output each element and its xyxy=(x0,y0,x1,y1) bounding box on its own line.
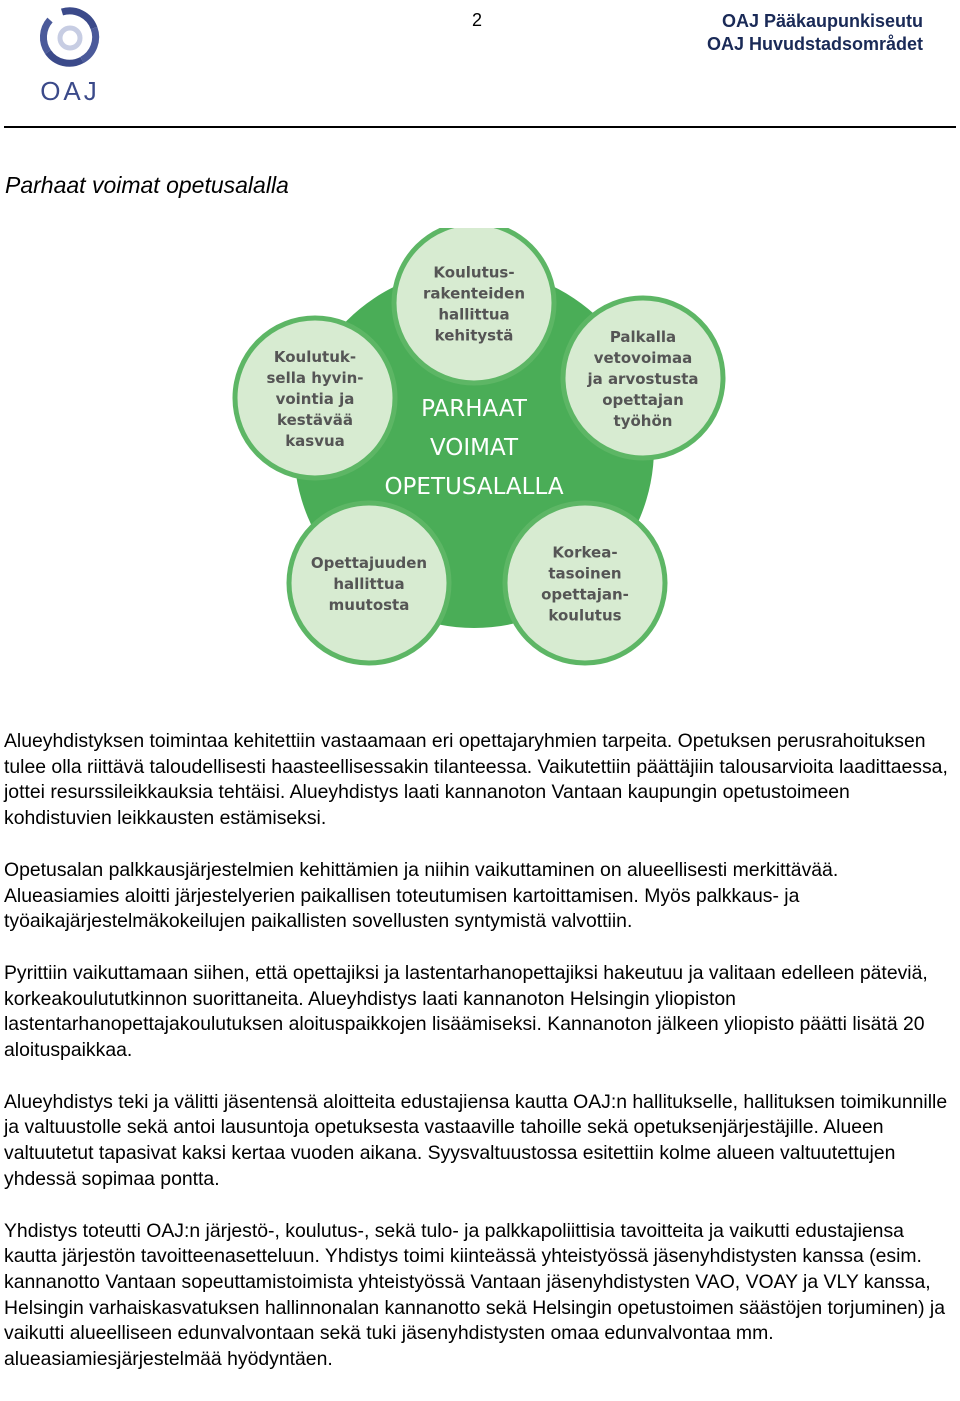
petal xyxy=(563,298,723,458)
petal-circle xyxy=(505,503,665,663)
petal-label-line: Koulutuk- xyxy=(273,348,357,366)
petal-label-line: työhön xyxy=(613,412,673,430)
petal-label-line: rakenteiden xyxy=(422,284,526,303)
petal-label-line: ja arvostusta xyxy=(587,370,699,388)
paragraph: Alueyhdistys teki ja välitti jäsentensä aloitteita edustajiensa kautta OAJ:n hallitukselle, hallituksen toimikunnille ja valtuustolle sekä antoi lausuntoja opetuksesta vastaaville tahoille sekä opetuksenjärjestäjille. Alueen valtuutetut tapasivat kaksi kertaa vuoden aikana. Syysvaltuustossa esitettiin kolme alueen valtuutettujen yhdessä sopimaa pontta. xyxy=(4,1090,948,1190)
oaj-logo-mark xyxy=(30,0,110,110)
petal xyxy=(394,228,554,383)
page-number: 2 xyxy=(472,10,483,30)
petal-label-line: opettajan- xyxy=(541,585,629,604)
petal-label-line: hallittua xyxy=(438,305,510,324)
logo-text: OAJ xyxy=(40,76,100,106)
section-title: Parhaat voimat opetusalalla xyxy=(5,172,289,198)
paragraph: Opetusalan palkkausjärjestelmien kehittämien ja niihin vaikuttaminen on alueellisesti merkittävää. Alueasiamies aloitti järjestelyerien paikallisen toteutumisen kartoittamisen. Myös palkkaus- ja työaikajärjestelmäkokeilujen paikallisten sovellusten syntymistä valvottiin. xyxy=(4,858,839,933)
center-label-line: VOIMAT xyxy=(429,435,519,461)
paragraph: Yhdistys toteutti OAJ:n järjestö-, koulutus-, sekä tulo- ja palkkapoliittisia tavoitteita ja vaikutti edustajiensa kautta järjestön tavoitteenasetteluun. Yhdistys toimi kiinteässä yhteistyössä jäsenyhdistysten kanssa (esim. kannanotto Vantaan sopeuttamistoimista yhteistyössä Vantaan jäsenyhdistysten VAO, VOAY ja VLY kanssa, Helsingin varhaiskasvatuksen hallinnonalan kannanotto sekä Helsingin opetustoimen säästöjen torjuminen) ja vaikutti alueelliseen edunvalvontaan sekä tuki jäsenyhdistysten omaa edunvalvontaa mm. alueasiamiesjärjestelmää hyödyntäen. xyxy=(4,1219,946,1371)
petal-label-line: sella hyvin- xyxy=(266,369,364,387)
petal-label-line: opettajan xyxy=(602,391,684,409)
petal-label-line: muutosta xyxy=(328,596,410,614)
petal-label-line: kehitystä xyxy=(434,326,514,345)
petal-label-line: Koulutus- xyxy=(433,263,515,282)
body-text xyxy=(4,729,954,1399)
petal-label-line: koulutus xyxy=(548,606,622,625)
center-label-line: OPETUSALALLA xyxy=(384,474,564,500)
organization-name xyxy=(707,10,923,56)
petal xyxy=(505,503,665,663)
center-label-line: PARHAAT xyxy=(421,396,527,422)
diagram-canvas xyxy=(228,228,734,668)
petal xyxy=(235,318,395,478)
header-divider xyxy=(4,126,956,128)
petal-label-line: Opettajuuden xyxy=(310,554,428,572)
petal xyxy=(289,503,449,663)
petal-label-line: kestävää xyxy=(277,411,353,429)
petal-label-line: tasoinen xyxy=(548,564,622,583)
strategy-diagram xyxy=(228,228,734,668)
petal-label-line: vointia ja xyxy=(275,390,355,408)
petal-label-line: Palkalla xyxy=(609,328,677,346)
petal-label-line: Korkea- xyxy=(552,543,618,562)
petal-label-line: vetovoimaa xyxy=(593,349,693,367)
oaj-logo xyxy=(30,0,110,110)
paragraph: Alueyhdistyksen toimintaa kehitettiin vastaamaan eri opettajaryhmien tarpeita. Opetuksen perusrahoituksen tulee olla riittävä taloudellisesti haasteellisessakin tilanteessa. Vaikutettiin päättäjiin talousarvioita laadittaessa, jottei resurssileikkauksia tehtäisi. Alueyhdistys laati kannanoton Vantaan kaupungin opetustoimeen kohdistuvien leikkausten estämiseksi. xyxy=(4,730,948,830)
paragraph: Pyrittiin vaikuttamaan siihen, että opettajiksi ja lastentarhanopettajiksi hakeutuu ja valitaan edelleen päteviä, korkeakoulututkinnon suorittaneita. Alueyhdistys laati kannanoton Helsingin yliopiston lastentarhanopettajakoulutuksen aloituspaikkojen lisäämiseksi. Kannanoton jälkeen yliopisto päätti lisätä 20 aloituspaikkaa. xyxy=(4,961,928,1062)
org-name-swedish: OAJ Huvudstadsområdet xyxy=(706,34,923,54)
org-name-finnish: OAJ Pääkaupunkiseutu xyxy=(721,11,923,31)
petal-label-line: kasvua xyxy=(285,432,345,450)
petal-label-line: hallittua xyxy=(333,575,405,593)
